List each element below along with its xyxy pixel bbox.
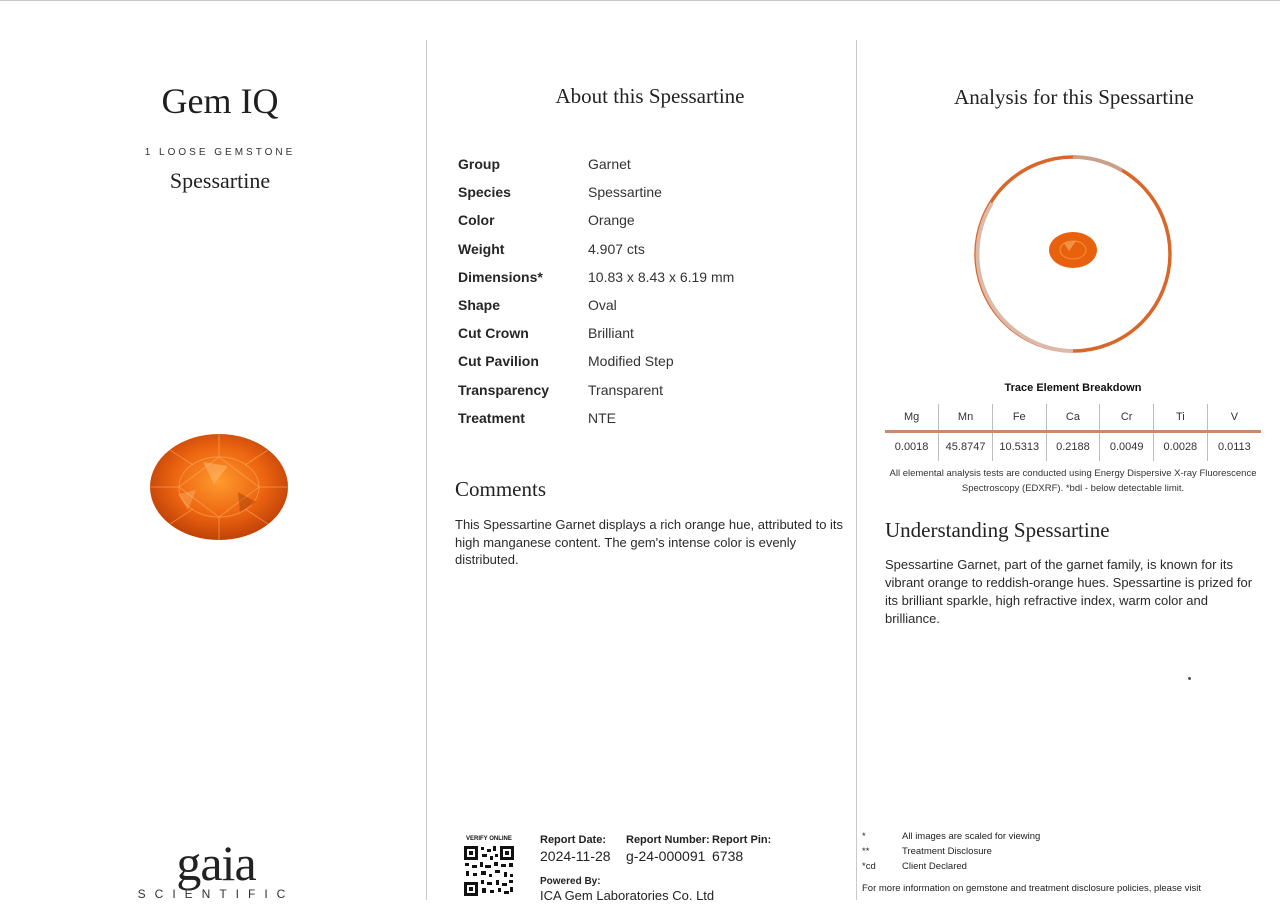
property-value: Spessartine xyxy=(588,184,662,201)
trace-element-table xyxy=(885,404,1261,461)
report-pin-label: Report Pin: xyxy=(712,834,772,846)
powered-by-value: ICA Gem Laboratories Co. Ltd xyxy=(540,888,715,903)
element-value: 0.0028 xyxy=(1154,432,1208,462)
property-value: 4.907 cts xyxy=(588,240,645,257)
property-label: Dimensions* xyxy=(458,268,543,285)
more-info-text: For more information on gemstone and treatment disclosure policies, please visit xyxy=(862,883,1201,894)
property-value: NTE xyxy=(588,409,616,426)
footnote-row xyxy=(862,831,1262,842)
property-value: Garnet xyxy=(588,156,631,173)
property-row xyxy=(458,376,838,404)
property-value: Orange xyxy=(588,212,635,229)
element-value: 0.0049 xyxy=(1100,432,1154,462)
property-label: Color xyxy=(458,212,495,229)
property-value: Modified Step xyxy=(588,353,674,370)
property-label: Treatment xyxy=(458,409,525,426)
property-row xyxy=(458,263,838,291)
about-title: About this Spessartine xyxy=(555,84,745,108)
property-label: Weight xyxy=(458,240,505,257)
element-header: Mn xyxy=(939,404,993,432)
property-row xyxy=(458,150,838,178)
element-header: Fe xyxy=(992,404,1046,432)
element-value: 45.8747 xyxy=(939,432,993,462)
report-number-value: g-24-000091 xyxy=(626,848,706,864)
report-date-label: Report Date: xyxy=(540,834,607,846)
element-header: Cr xyxy=(1100,404,1154,432)
property-value: Oval xyxy=(588,297,617,314)
property-value: 10.83 x 8.43 x 6.19 mm xyxy=(588,268,735,285)
property-row xyxy=(458,319,838,347)
footnote-row xyxy=(862,861,1262,872)
speck-mark xyxy=(1188,677,1191,680)
footnote-text: All images are scaled for viewing xyxy=(902,831,1041,842)
comments-title: Comments xyxy=(455,477,547,501)
trace-table-title: Trace Element Breakdown xyxy=(1004,382,1142,394)
trace-header-row xyxy=(885,404,1261,432)
footnote-text: Client Declared xyxy=(902,861,967,872)
comments-text: This Spessartine Garnet displays a rich orange hue, attributed to its high manganese content. The gem's intense color is evenly distributed. xyxy=(455,517,844,567)
gaia-logo-subtitle: SCIENTIFIC xyxy=(137,887,295,901)
element-value: 0.0113 xyxy=(1207,432,1261,462)
element-header: Mg xyxy=(885,404,939,432)
qr-code[interactable] xyxy=(454,836,522,898)
element-header: V xyxy=(1207,404,1261,432)
analysis-title: Analysis for this Spessartine xyxy=(954,85,1194,109)
element-value: 0.2188 xyxy=(1046,432,1100,462)
property-value: Brilliant xyxy=(588,325,634,342)
stone-name: Spessartine xyxy=(169,168,271,193)
property-label: Shape xyxy=(458,297,501,314)
property-row xyxy=(458,235,838,263)
gemstone-image xyxy=(148,432,290,542)
powered-by-label: Powered By: xyxy=(540,876,601,887)
brand-title: Gem IQ xyxy=(161,81,279,121)
element-header: Ca xyxy=(1046,404,1100,432)
footnote-mark: *cd xyxy=(862,861,876,872)
property-label: Group xyxy=(458,156,500,173)
property-row xyxy=(458,206,838,234)
property-label: Cut Pavilion xyxy=(458,353,539,370)
property-label: Transparency xyxy=(458,381,550,398)
element-value: 0.0018 xyxy=(894,441,929,453)
property-label: Species xyxy=(458,184,511,201)
footnote-mark: ** xyxy=(862,846,870,857)
verify-online-label: VERIFY ONLINE xyxy=(466,836,512,842)
properties-list xyxy=(458,150,838,432)
footnote-text: Treatment Disclosure xyxy=(902,846,992,857)
gemstone-count: 1 LOOSE GEMSTONE xyxy=(144,147,296,158)
report-pin-value: 6738 xyxy=(712,848,744,864)
top-border xyxy=(0,0,1280,1)
element-value: 10.5313 xyxy=(992,432,1046,462)
analysis-ring-graphic xyxy=(972,153,1174,355)
understanding-title: Understanding Spessartine xyxy=(885,518,1110,542)
analysis-method-note: All elemental analysis tests are conducted using Energy Dispersive X-ray Fluorescence Spectroscopy (EDXRF). *bdl - below detectable limit. xyxy=(889,468,1257,494)
property-row xyxy=(458,178,838,206)
report-date-value: 2024-11-28 xyxy=(540,848,611,864)
property-row xyxy=(458,404,838,432)
understanding-text: Spessartine Garnet, part of the garnet family, is known for its vibrant orange to reddish-orange hues. Spessartine is prized for its brilliant sparkle, high refractive index, warm color and brilliance. xyxy=(885,557,1253,626)
property-row xyxy=(458,347,838,375)
footnote-mark: * xyxy=(862,831,866,842)
property-row xyxy=(458,291,838,319)
gaia-logo: gaia xyxy=(176,835,256,891)
report-number-label: Report Number: xyxy=(626,834,710,846)
element-header: Ti xyxy=(1154,404,1208,432)
property-label: Cut Crown xyxy=(458,325,529,342)
column-divider-right xyxy=(856,40,857,900)
footnote-row xyxy=(862,846,1262,857)
trace-value-row xyxy=(885,432,1261,462)
property-value: Transparent xyxy=(588,381,663,398)
